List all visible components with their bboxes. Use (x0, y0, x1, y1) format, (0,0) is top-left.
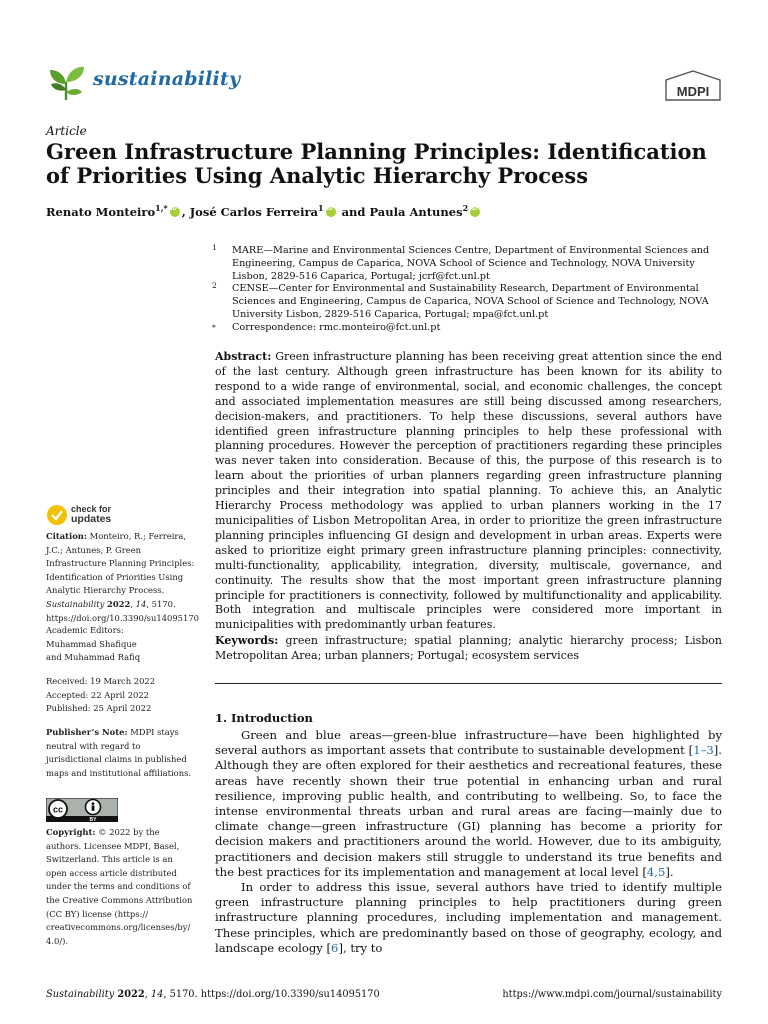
cc-by-label: BY (89, 817, 97, 822)
author-affiliation-mark: 1,* (155, 203, 168, 213)
check-for-updates-button[interactable] (46, 504, 146, 526)
abstract (215, 350, 722, 633)
reference-link[interactable]: 1–3 (693, 743, 714, 758)
article-type: Article (46, 124, 87, 138)
keywords (215, 634, 722, 664)
publishers-note: Publisher’s Note: MDPI stays neutral with regard to jurisdictional claims in published maps and institutional affiliations. (46, 727, 192, 778)
correspondence-text: Correspondence: rmc.monteiro@fct.unl.pt (232, 322, 441, 333)
reference-link[interactable]: 6 (331, 940, 339, 955)
journal-leaf-logo-icon (46, 62, 86, 102)
check-for-updates-line1: check for (71, 504, 112, 514)
mdpi-logo-icon[interactable] (664, 70, 722, 102)
publisher-name: MDPI (676, 84, 710, 99)
abstract-label: Abstract: (215, 350, 272, 363)
affiliation-text: CENSE—Center for Environmental and Sustainability Research, Department of Environmental Sciences and Engineering, Campus de Caparica, NOVA School of Science and Technology, NOVA University Lisbon, 2829-516 Caparica, Portugal; mpa@fct.unl.pt (232, 283, 709, 321)
cc-by-license-icon[interactable] (46, 798, 118, 822)
footer-journal-url[interactable]: https://www.mdpi.com/journal/sustainability (502, 989, 722, 1000)
correspondence (212, 321, 724, 334)
author-affiliation-mark: 2 (462, 203, 469, 213)
paragraph: Green and blue areas—green-blue infrastructure—have been highlighted by several authors as important assets that contribute to sustainable development [1–3]. Although they are often explored for their aesthetics and recreational features, these areas have recently shown their true potential in enhancing urban and rural resilience, improving public health, and contributing to wellbeing. So, to face the intense environmental threats urban and rural areas are facing—mainly due to climate change—green infrastructure (GI) planning has become a priority for decision makers and practitioners around the world. However, due to its ambiguity, practitioners and decision makers still struggle to understand its true benefits and the best practices for its implementation and management at local level [4,5]. (215, 728, 722, 879)
reference-link[interactable]: 4,5 (646, 864, 666, 879)
author-name: José Carlos Ferreira (189, 204, 318, 219)
author-affiliation-mark: 1 (318, 203, 324, 213)
affiliation (212, 244, 724, 284)
footer-citation: Sustainability 2022, 14, 5170. https://doi.org/10.3390/su14095170 (46, 989, 380, 1000)
affiliation-number: 1 (212, 243, 217, 252)
svg-text:cc: cc (52, 804, 64, 815)
author-list: Renato Monteiro$^{1,*}$iD , José Carlos Ferreira$^1$iD and Paula Antunes$^2$iD (46, 203, 482, 219)
citation-block: Citation: Monteiro, R.; Ferreira, J.C.; Antunes, P. Green Infrastructure Planning Principles: Identification of Priorities Using Analytic Hierarchy Process. Sustainability 2022, 14, 5170. https://doi.org/10.3390/su14095170 (46, 531, 199, 623)
author-name: Paula Antunes (369, 204, 463, 219)
section-heading: 1. Introduction (215, 711, 313, 725)
check-for-updates-icon (46, 504, 68, 526)
affiliation (212, 282, 724, 322)
accepted-date: Accepted: 22 April 2022 (46, 689, 149, 700)
received-date: Received: 19 March 2022 (46, 676, 156, 686)
keywords-text: green infrastructure; spatial planning; analytic hierarchy process; Lisbon Metropolitan Area; urban planners; Portugal; ecosystem services (215, 634, 722, 662)
article-title: Green Infrastructure Planning Principles: Identification of Priorities Using Analytic Hierarchy Process (46, 139, 707, 188)
copyright-block: Copyright: © 2022 by the authors. Licensee MDPI, Basel, Switzerland. This article is an open access article distributed under the terms and conditions of the Creative Commons Attribution (CC BY) license (https:// creativecommons.org/licenses/by/ 4.0/). (46, 827, 193, 946)
abstract-text: Green infrastructure planning has been receiving great attention since the end of the last century. Although green infrastructure has been known for its ability to respond to a wide range of environmental, social, and economic challenges, the concept and associated implementation measures are still being discussed among researchers, decision-makers, and practitioners. To help these discussions, several authors have identified green infrastructure planning principles to help these professional with planning procedures. However the perception of practitioners regarding these principles was never taken into consideration. Because of this, the purpose of this research is to learn about the priorities of urban planners regarding green infrastructure planning principles and their integration into spatial planning. To achieve this, an Analytic Hierarchy Process methodology was applied to urban planners working in the 17 municipalities of Lisbon Metropolitan Area, in order to prioritize the green infrastructure planning principles influencing GI design and development in urban areas. Experts were asked to prioritize eight primary green infrastructure planning principles: connectivity, multi-functionality, applicability, integration, diversity, multiscale, governance, and continuity. The results show that the most important green infrastructure planning principle for practitioners is connectivity, followed by multifunctionality and applicability. Both integration and multiscale principles were considered more important in municipalities with predominantly urban features. (215, 350, 722, 632)
published-date: Published: 25 April 2022 (46, 703, 152, 714)
introduction-body (215, 728, 722, 956)
author-name: Renato Monteiro (46, 204, 156, 219)
journal-name[interactable]: sustainability (93, 68, 241, 90)
section-divider (215, 683, 722, 684)
correspondence-mark: * (212, 323, 216, 332)
affiliation-text: MARE—Marine and Environmental Sciences Centre, Department of Environmental Sciences and Engineering, Campus de Caparica, NOVA School of Science and Technology, NOVA University Lisbon, 2829-516 Caparica, Portugal; jcrf@fct.unl.pt (232, 245, 710, 283)
orcid-icon[interactable] (170, 207, 180, 217)
author-conjunction: and (341, 204, 366, 219)
dates-block (46, 675, 196, 716)
academic-editors: Academic Editors: Muhammad Shafique and Muhammad Rafiq (46, 625, 141, 663)
keywords-label: Keywords: (215, 634, 279, 647)
check-for-updates-line2: updates (71, 512, 112, 525)
orcid-icon[interactable] (470, 207, 480, 217)
orcid-icon[interactable] (326, 207, 336, 217)
paragraph: In order to address this issue, several authors have tried to identify multiple green infrastructure planning principles to help practitioners during green infrastructure planning procedures, including implementation and management. These principles, which are predominantly based on those of geography, ecology, and landscape ecology [6], try to (215, 880, 722, 955)
affiliation-number: 2 (212, 281, 217, 290)
